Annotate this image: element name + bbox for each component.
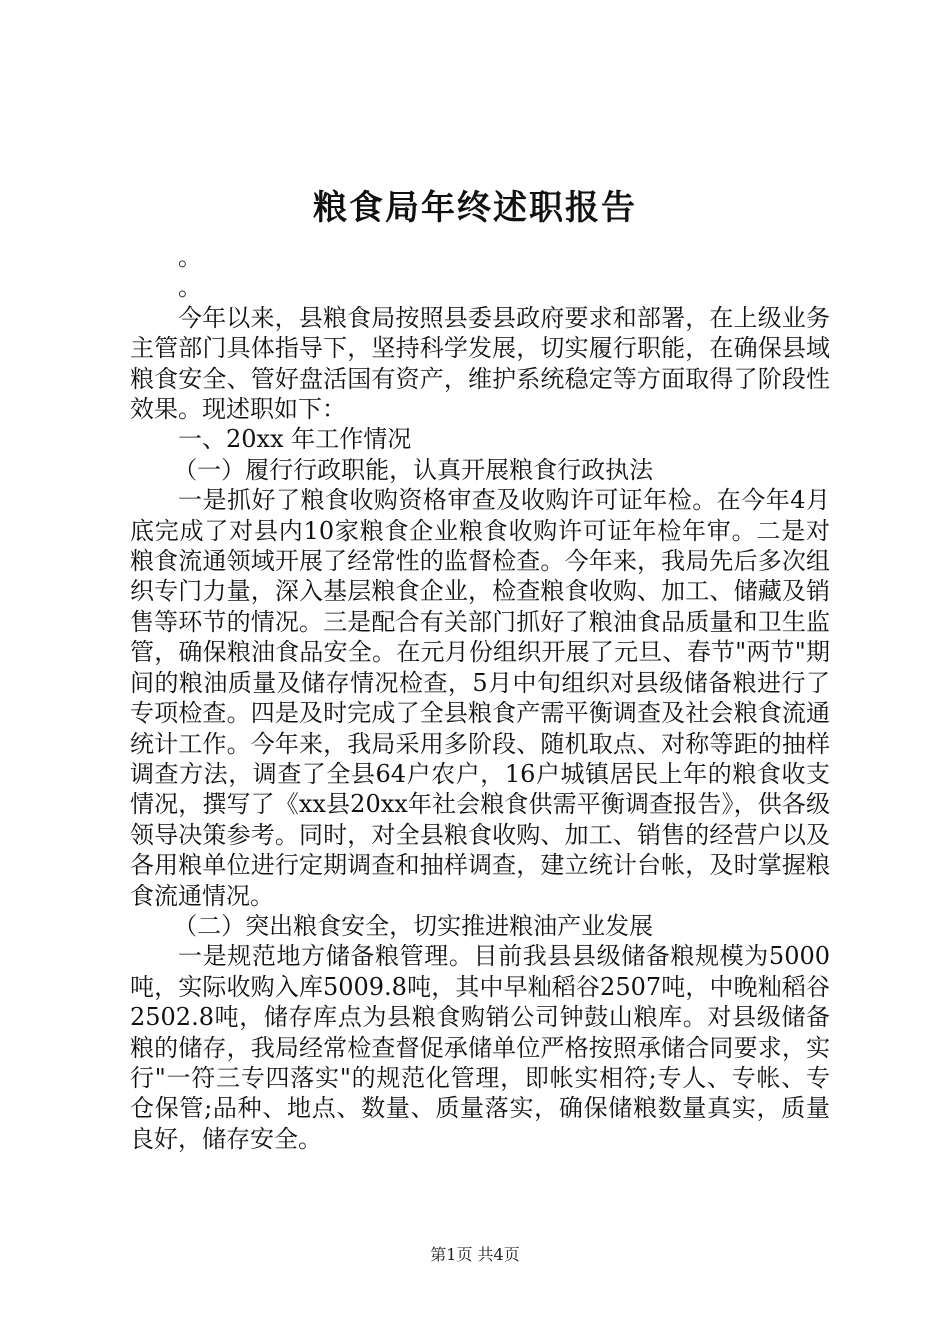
body-paragraph-2: 一是规范地方储备粮管理。目前我县县级储备粮规模为5000吨，实际收购入库5009.8吨，其中早籼稻谷2507吨，中晚籼稻谷2502.8吨，储存库点为县粮食购销公司钟鼓山粮库。对县级储备粮的储存，我局经常检查督促承储单位严格按照承储合同要求，实行"一符三专四落实"的规范化管理，即帐实相符;专人、专帐、专仓保管;品种、地点、数量、质量落实，确保储粮数量真实，质量良好，储存安全。: [130, 942, 830, 1153]
section-heading: 一、20xx 年工作情况: [178, 425, 412, 454]
subsection-heading-1: （一）履行行政职能，认真开展粮食行政执法: [173, 455, 654, 484]
paragraph-mark-1: 。: [178, 243, 202, 271]
intro-paragraph: 今年以来，县粮食局按照县委县政府要求和部署，在上级业务主管部门具体指导下，坚持科学发展，切实履行职能，在确保县域粮食安全、管好盘活国有资产，维护系统稳定等方面取得了阶段性效果。现述职如下：: [130, 303, 830, 424]
body-paragraph-1: 一是抓好了粮食收购资格审查及收购许可证年检。在今年4月底完成了对县内10家粮食企业粮食收购许可证年检年审。二是对粮食流通领域开展了经常性的监督检查。今年来，我局先后多次组织专门力量，深入基层粮食企业，检查粮食收购、加工、储藏及销售等环节的情况。三是配合有关部门抓好了粮油食品质量和卫生监管，确保粮油食品安全。在元月份组织开展了元旦、春节"两节"期间的粮油质量及储存情况检查，5月中旬组织对县级储备粮进行了专项检查。四是及时完成了全县粮食产需平衡调查及社会粮食流通统计工作。今年来，我局采用多阶段、随机取点、对称等距的抽样调查方法，调查了全县64户农户，16户城镇居民上年的粮食收支情况，撰写了《xx县20xx年社会粮食供需平衡调查报告》，供各级领导决策参考。同时，对全县粮食收购、加工、销售的经营户以及各用粮单位进行定期调查和抽样调查，建立统计台帐，及时掌握粮食流通情况。: [130, 486, 830, 910]
page-number: 第1页 共4页: [430, 1245, 520, 1264]
paragraph-mark-2: 。: [178, 273, 202, 302]
document-title: 粮食局年终述职报告: [313, 188, 637, 228]
subsection-heading-2: （二）突出粮食安全，切实推进粮油产业发展: [173, 911, 654, 940]
document-body: [130, 242, 830, 1154]
